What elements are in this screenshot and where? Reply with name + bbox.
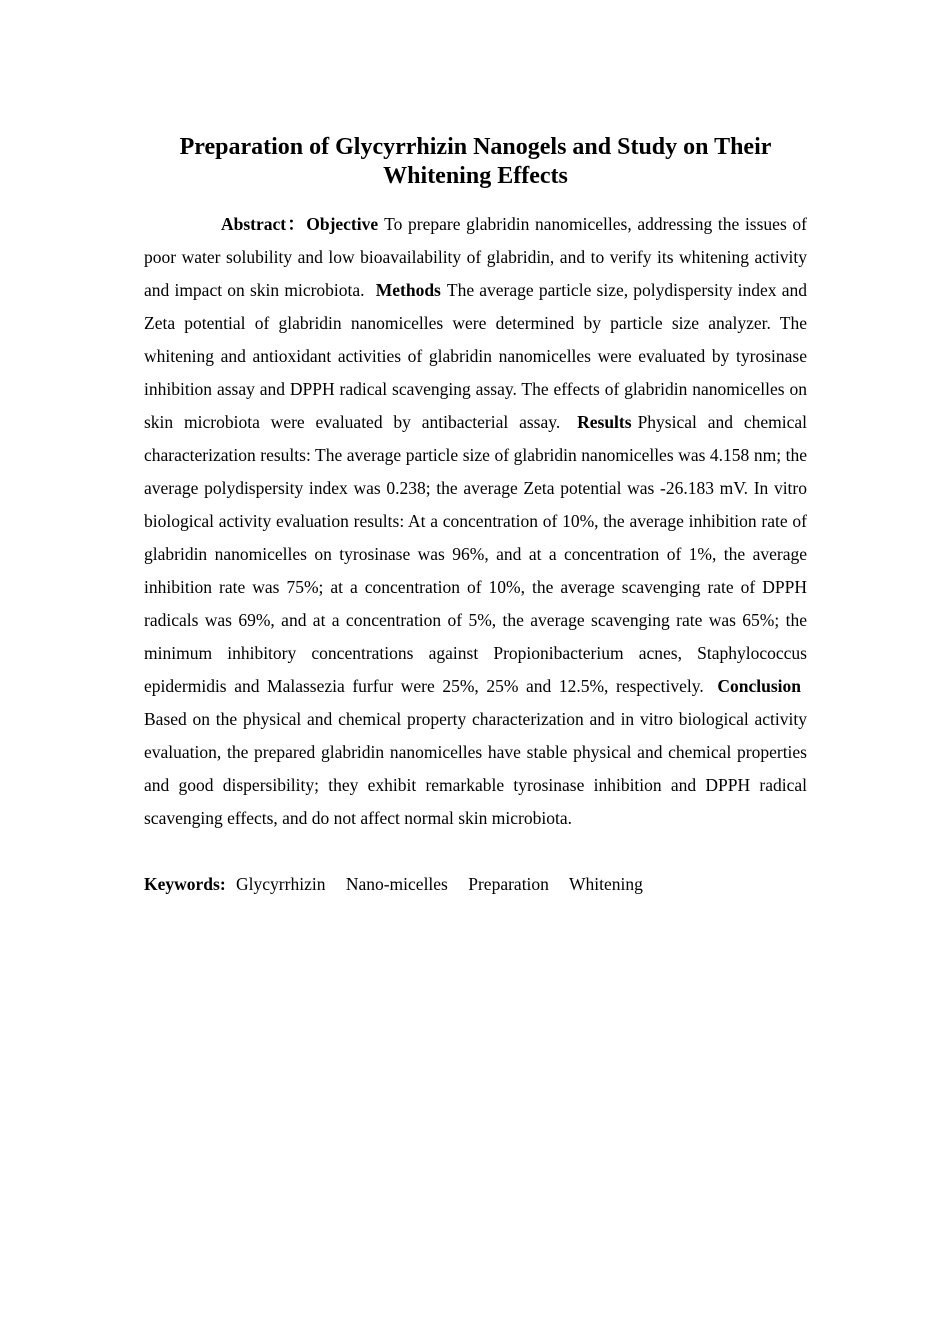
methods-text: The average particle size, polydispersity index and Zeta potential of glabridin nanomicelles were determined by particle size analyzer. The whitening and antioxidant activities of glabridin nanomicelles were evaluated by tyrosinase inhibition assay and DPPH radical scavenging assay. The effects of glabridin nanomicelles on skin microbiota were evaluated by antibacterial assay. [144,280,808,432]
paper-title: Preparation of Glycyrrhizin Nanogels and Study on Their Whitening Effects [179,134,772,189]
objective-label: Objective [306,214,379,234]
objective-text: To prepare glabridin nanomicelles, addressing the issues of poor water solubility and low bioavailability of glabridin, and to verify its whitening activity and impact on skin microbiota. [144,214,808,300]
keyword-item: Glycyrrhizin [236,874,326,894]
keyword-item: Whitening [568,874,643,894]
abstract-label: Abstract： [221,214,307,234]
keywords-line [144,868,807,901]
results-label: Results [577,412,632,432]
results-text: Physical and chemical characterization results: The average particle size of glabridin nanomicelles was 4.158 nm; the average polydispersity index was 0.238; the average Zeta potential was -26.183 mV. In vitro biological activity evaluation results: At a concentration of 10%, the average inhibition rate of glabridin nanomicelles on tyrosinase was 96%, and at a concentration of 1%, the average inhibition rate was 75%; at a concentration of 10%, the average scavenging rate of DPPH radicals was 69%, and at a concentration of 5%, the average scavenging rate was 65%; the minimum inhibitory concentrations against Propionibacterium acnes, Staphylococcus epidermidis and Malassezia furfur were 25%, 25% and 12.5%, respectively. [144,412,807,696]
conclusion-text: Based on the physical and chemical property characterization and in vitro biological activity evaluation, the prepared glabridin nanomicelles have stable physical and chemical properties and good dispersibility; they exhibit remarkable tyrosinase inhibition and DPPH radical scavenging effects, and do not affect normal skin microbiota. [144,709,807,828]
abstract-paragraph [144,208,807,835]
conclusion-label: Conclusion [717,676,801,696]
keywords-label: Keywords: [144,874,226,894]
keyword-item: Preparation [468,874,549,894]
keyword-item: Nano-micelles [345,874,448,894]
methods-label: Methods [375,280,441,300]
paper-page [144,133,807,901]
